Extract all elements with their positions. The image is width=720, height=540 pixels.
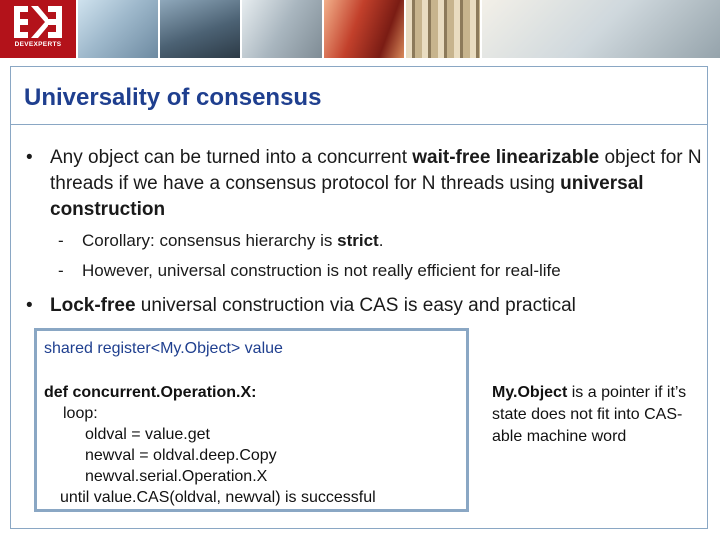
title-divider [10,124,708,125]
sub-bullet-text [82,230,383,252]
bullet-marker: • [26,295,33,316]
header-banner [0,0,720,58]
bullet-text-part: Any object can be turned into a concurrent [50,147,413,168]
photo-tile [480,0,720,58]
bullet-text [50,145,710,223]
code-line-get: oldval = value.get [85,426,210,443]
header-photo-strip [76,0,720,58]
sub-text-part: . [378,231,384,250]
sub-bullet-marker: - [58,231,64,250]
logo-mark-icon [14,6,62,38]
code-line-copy: newval = oldval.deep.Copy [85,447,277,464]
bullet-bold-part: universal construction [50,173,644,220]
sub-bold-part: strict [337,231,379,250]
bullet-text-part: universal construction via CAS is easy and practical [135,295,576,316]
note-text-part: is a pointer if it’s state does not fit into CAS-able machine word [492,384,687,445]
code-line-declaration: shared register<My.Object> value [44,340,283,357]
photo-tile [404,0,480,58]
code-line-loop: loop: [63,405,98,422]
code-line-operation: newval.serial.Operation.X [85,468,268,485]
devexperts-logo [0,0,76,58]
slide-title: Universality of consensus [24,84,322,111]
code-line-until: until value.CAS(oldval, newval) is successful [60,489,376,506]
bullet-bold-part: wait-free linearizable [412,147,600,168]
sub-bullet-text: However, universal construction is not really efficient for real-life [82,261,561,280]
bullet-marker: • [26,147,33,168]
photo-tile [322,0,404,58]
side-note [492,382,692,448]
logo-text: DEVEXPERTS [14,41,62,48]
bullet-text [50,293,576,319]
sub-text-part: Corollary: consensus hierarchy is [82,231,338,250]
note-bold-part: My.Object [492,384,568,401]
photo-tile [240,0,322,58]
photo-tile [158,0,240,58]
photo-tile [76,0,158,58]
sub-bullet-marker: - [58,261,64,280]
code-line-def: def concurrent.Operation.X: [44,384,257,401]
bullet-text-part: object for N threads if we have a consensus protocol for N threads using [50,147,702,194]
bullet-bold-part: Lock-free [50,295,136,316]
